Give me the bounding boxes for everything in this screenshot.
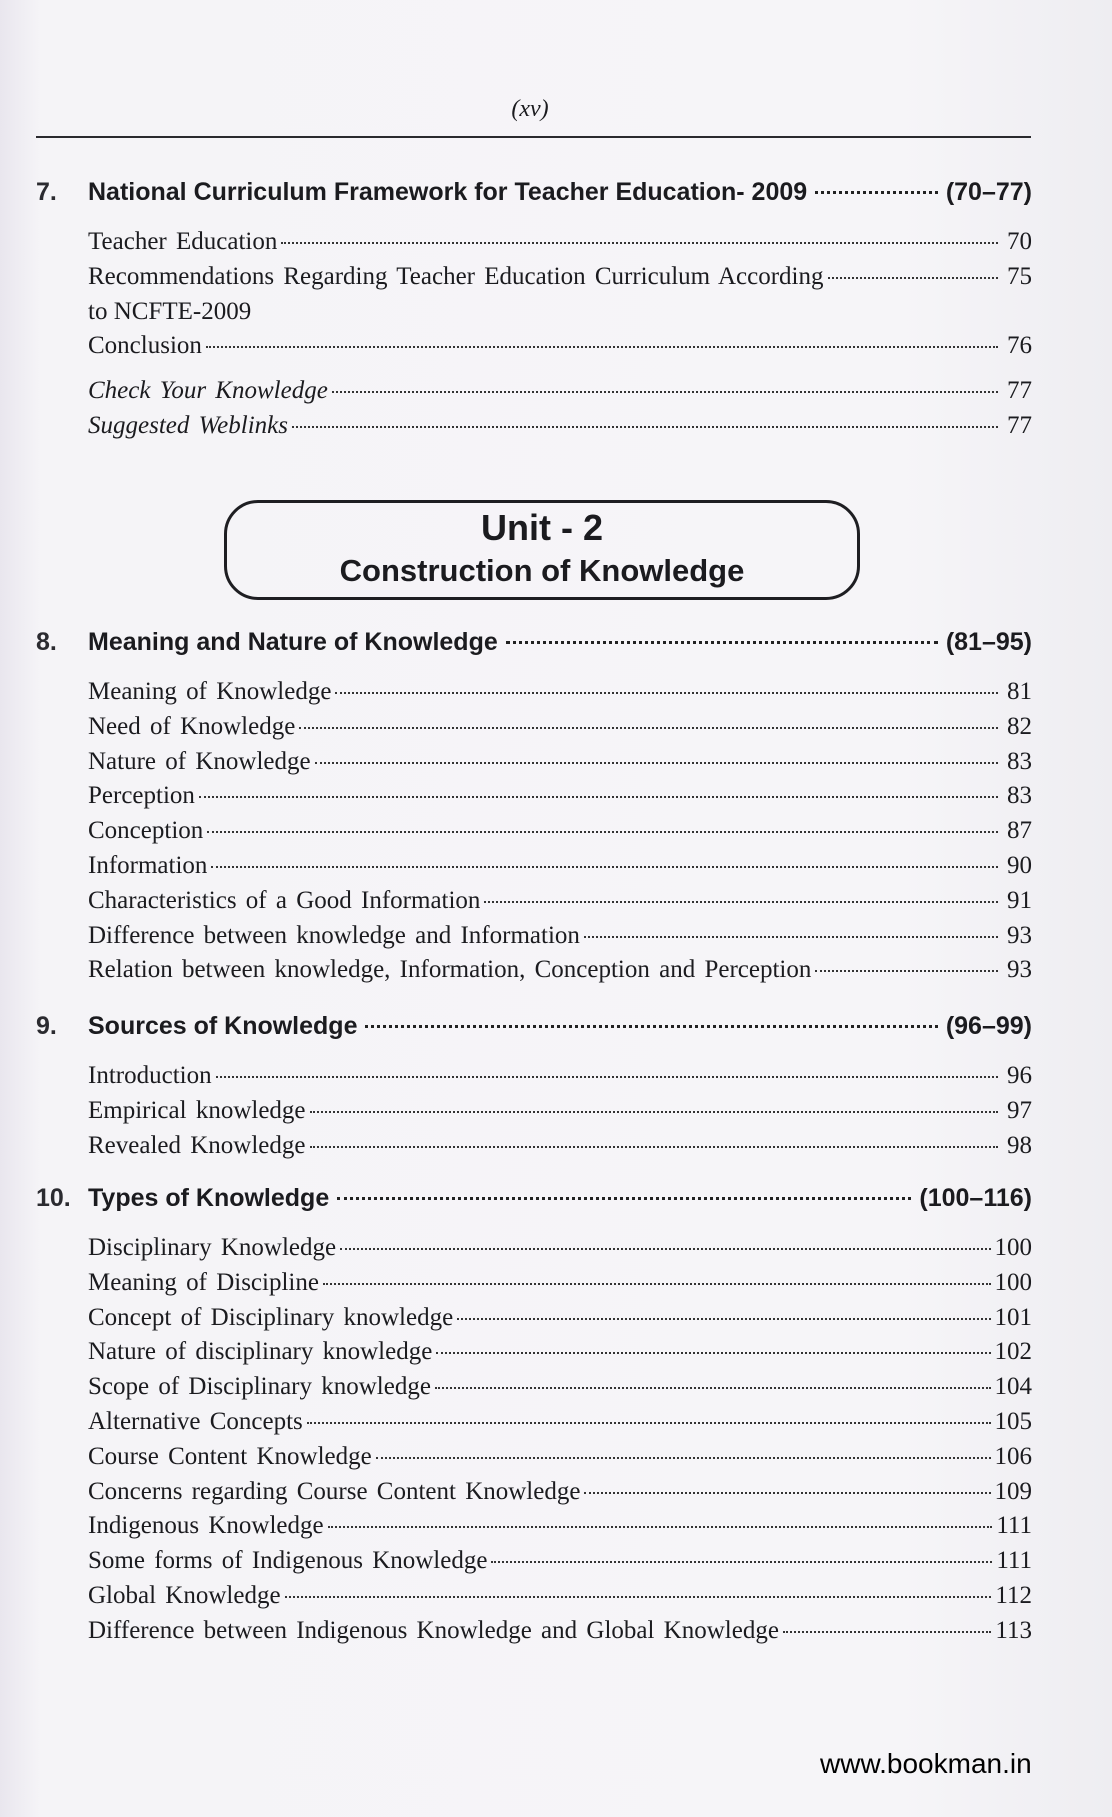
toc-entry-label: Course Content Knowledge <box>88 1442 372 1470</box>
toc-entry-page: 101 <box>994 1303 1032 1331</box>
chapter-page-range: (81–95) <box>945 628 1032 656</box>
toc-entry[interactable] <box>88 412 1032 444</box>
dot-leader <box>815 970 998 972</box>
toc-entry-page: 82 <box>1007 712 1032 740</box>
chapter-title: Meaning and Nature of Knowledge <box>88 628 498 656</box>
dot-leader <box>484 901 998 903</box>
toc-entry[interactable] <box>88 1408 1032 1440</box>
toc-entry[interactable] <box>88 782 1032 814</box>
toc-entry-page: 90 <box>1007 852 1032 879</box>
toc-entry[interactable] <box>88 1062 1032 1094</box>
dot-leader <box>457 1318 990 1320</box>
dot-leader <box>285 1596 992 1598</box>
toc-entry-page: 97 <box>1007 1096 1032 1124</box>
toc-entry[interactable] <box>88 922 1032 954</box>
toc-entry-page: 93 <box>1007 956 1032 984</box>
toc-entry-page: 76 <box>1007 332 1032 360</box>
dot-leader <box>828 277 999 279</box>
dot-leader <box>323 1283 991 1285</box>
chapter-number: 10. <box>36 1184 71 1212</box>
unit-title: Construction of Knowledge <box>339 553 745 588</box>
toc-entry-page: 100 <box>994 1268 1032 1296</box>
dot-leader <box>436 1352 990 1354</box>
toc-entry-label: Scope of Disciplinary knowledge <box>88 1373 431 1401</box>
toc-entry[interactable] <box>88 228 1032 260</box>
toc-entry-label: Concept of Disciplinary knowledge <box>88 1303 454 1331</box>
toc-entry-label: Meaning of Discipline <box>88 1268 319 1296</box>
chapter-title: National Curriculum Framework for Teacher Education- 2009 <box>88 178 808 206</box>
toc-entry-label: Conception <box>88 817 204 845</box>
dot-leader <box>435 1387 991 1389</box>
toc-entry[interactable] <box>88 1617 1032 1649</box>
toc-entry-label: Check Your Knowledge <box>88 377 328 405</box>
toc-entry-label: Relation between knowledge, Information, Conception and Perception <box>88 956 812 984</box>
dot-leader <box>211 866 998 868</box>
dot-leader <box>199 796 998 798</box>
dot-leader <box>310 1146 998 1148</box>
toc-entry[interactable] <box>88 263 1032 295</box>
toc-entry[interactable] <box>88 1097 1032 1129</box>
toc-entry-page: 77 <box>1007 412 1032 439</box>
dot-leader <box>491 1561 992 1563</box>
toc-entry-label: Concerns regarding Course Content Knowledge <box>88 1477 581 1505</box>
toc-entry-label: Recommendations Regarding Teacher Education Curriculum According <box>88 262 824 290</box>
toc-entry-label: Introduction <box>88 1062 212 1089</box>
toc-entry-page: 113 <box>995 1616 1032 1644</box>
toc-entry-label: Perception <box>88 782 195 810</box>
toc-entry-page: 77 <box>1007 377 1032 405</box>
toc-entry[interactable] <box>88 1582 1032 1614</box>
toc-entry-page: 81 <box>1007 678 1032 705</box>
chapter-heading[interactable] <box>36 628 1032 662</box>
toc-entry[interactable] <box>88 1443 1032 1475</box>
toc-entry-label: Difference between Indigenous Knowledge and Global Knowledge <box>88 1616 779 1644</box>
toc-entry[interactable] <box>88 1234 1032 1266</box>
toc-entry[interactable] <box>88 1304 1032 1336</box>
toc-entry-page: 106 <box>994 1442 1032 1470</box>
toc-entry-label: Characteristics of a Good Information <box>88 886 481 914</box>
toc-entry-page: 83 <box>1007 747 1032 775</box>
toc-entry-label: Suggested Weblinks <box>88 412 288 439</box>
dot-leader <box>783 1631 991 1633</box>
toc-entry-label: Alternative Concepts <box>88 1408 303 1435</box>
toc-entry-label: Difference between knowledge and Information <box>88 921 580 949</box>
dot-leader <box>281 242 998 244</box>
toc-entry-label: Empirical knowledge <box>88 1096 306 1124</box>
toc-entry-label: Some forms of Indigenous Knowledge <box>88 1547 488 1575</box>
toc-entry[interactable] <box>88 713 1032 745</box>
toc-entry[interactable] <box>88 1338 1032 1370</box>
toc-entry-label: Nature of Knowledge <box>88 747 311 775</box>
toc-entry[interactable] <box>88 1478 1032 1510</box>
toc-entry-page: 111 <box>996 1512 1032 1540</box>
dot-leader <box>292 426 998 428</box>
toc-entry-label: Revealed Knowledge <box>88 1131 306 1159</box>
chapter-page-range: (70–77) <box>945 178 1032 206</box>
toc-entry-page: 96 <box>1007 1062 1032 1089</box>
dot-leader <box>337 1197 911 1200</box>
dot-leader <box>365 1025 937 1028</box>
chapter-number: 9. <box>36 1012 57 1040</box>
dot-leader <box>815 191 938 194</box>
chapter-number: 7. <box>36 178 57 206</box>
toc-entry[interactable] <box>88 748 1032 780</box>
toc-entry-label: Meaning of Knowledge <box>88 678 332 705</box>
toc-entry[interactable] <box>88 377 1032 409</box>
chapter-page-range: (96–99) <box>945 1012 1032 1040</box>
toc-entry-page: 112 <box>995 1582 1032 1609</box>
toc-entry[interactable] <box>88 1512 1032 1544</box>
toc-entry-label: Global Knowledge <box>88 1582 281 1609</box>
toc-entry-page: 87 <box>1007 817 1032 845</box>
toc-entry[interactable] <box>88 678 1032 710</box>
publisher-url: www.bookman.in <box>820 1748 1032 1779</box>
dot-leader <box>206 346 998 348</box>
toc-entry-page: 100 <box>994 1234 1032 1261</box>
toc-entry-page: 109 <box>994 1477 1032 1505</box>
dot-leader <box>332 391 998 393</box>
toc-entry-label: Nature of disciplinary knowledge <box>88 1338 433 1366</box>
toc-entry-page: 98 <box>1007 1131 1032 1159</box>
dot-leader <box>299 727 998 729</box>
dot-leader <box>315 762 998 764</box>
toc-entry-page: 83 <box>1007 782 1032 810</box>
dot-leader <box>207 831 998 833</box>
toc-entry-label: Information <box>88 852 208 879</box>
toc-entry-label: Conclusion <box>88 332 202 360</box>
toc-entry-page: 111 <box>996 1547 1032 1575</box>
toc-entry[interactable] <box>88 817 1032 849</box>
toc-entry[interactable] <box>88 887 1032 919</box>
dot-leader <box>506 641 938 644</box>
toc-entry[interactable] <box>88 332 1032 364</box>
dot-leader <box>584 1492 990 1494</box>
toc-entry-label: Teacher Education <box>88 228 278 255</box>
unit-label: Unit - 2 <box>481 507 603 548</box>
toc-entry-page: 70 <box>1007 228 1032 255</box>
toc-entry[interactable] <box>88 1547 1032 1579</box>
toc-entry-page: 105 <box>994 1408 1032 1435</box>
header-rule <box>36 136 1031 138</box>
toc-entry-page: 93 <box>1007 921 1032 949</box>
dot-leader <box>340 1248 990 1250</box>
toc-entry-label: Indigenous Knowledge <box>88 1512 324 1540</box>
chapter-heading[interactable] <box>36 178 1032 212</box>
toc-entry-page: 75 <box>1007 262 1032 290</box>
toc-entry-label: Need of Knowledge <box>88 712 296 740</box>
dot-leader <box>328 1526 993 1528</box>
chapter-heading[interactable] <box>36 1184 1032 1218</box>
page-number: (xv) <box>511 96 549 122</box>
dot-leader <box>335 692 998 694</box>
toc-entry[interactable] <box>88 1373 1032 1405</box>
toc-entry-page: 104 <box>994 1373 1032 1401</box>
chapter-number: 8. <box>36 628 57 656</box>
dot-leader <box>216 1076 998 1078</box>
toc-entry[interactable] <box>88 852 1032 884</box>
toc-entry-page: 91 <box>1007 886 1032 914</box>
toc-entry-page: 102 <box>994 1338 1032 1366</box>
dot-leader <box>376 1457 991 1459</box>
toc-entry[interactable] <box>88 1269 1032 1301</box>
toc-entry-label: Disciplinary Knowledge <box>88 1234 337 1261</box>
dot-leader <box>584 936 998 938</box>
chapter-title: Sources of Knowledge <box>88 1012 358 1040</box>
dot-leader <box>307 1422 991 1424</box>
chapter-title: Types of Knowledge <box>88 1184 330 1212</box>
unit-heading-box <box>224 500 860 600</box>
chapter-page-range: (100–116) <box>919 1184 1032 1212</box>
toc-entry[interactable] <box>88 956 1032 988</box>
chapter-heading[interactable] <box>36 1012 1032 1046</box>
toc-entry[interactable] <box>88 1132 1032 1164</box>
toc-entry-continuation: to NCFTE-2009 <box>88 297 252 325</box>
dot-leader <box>310 1111 998 1113</box>
